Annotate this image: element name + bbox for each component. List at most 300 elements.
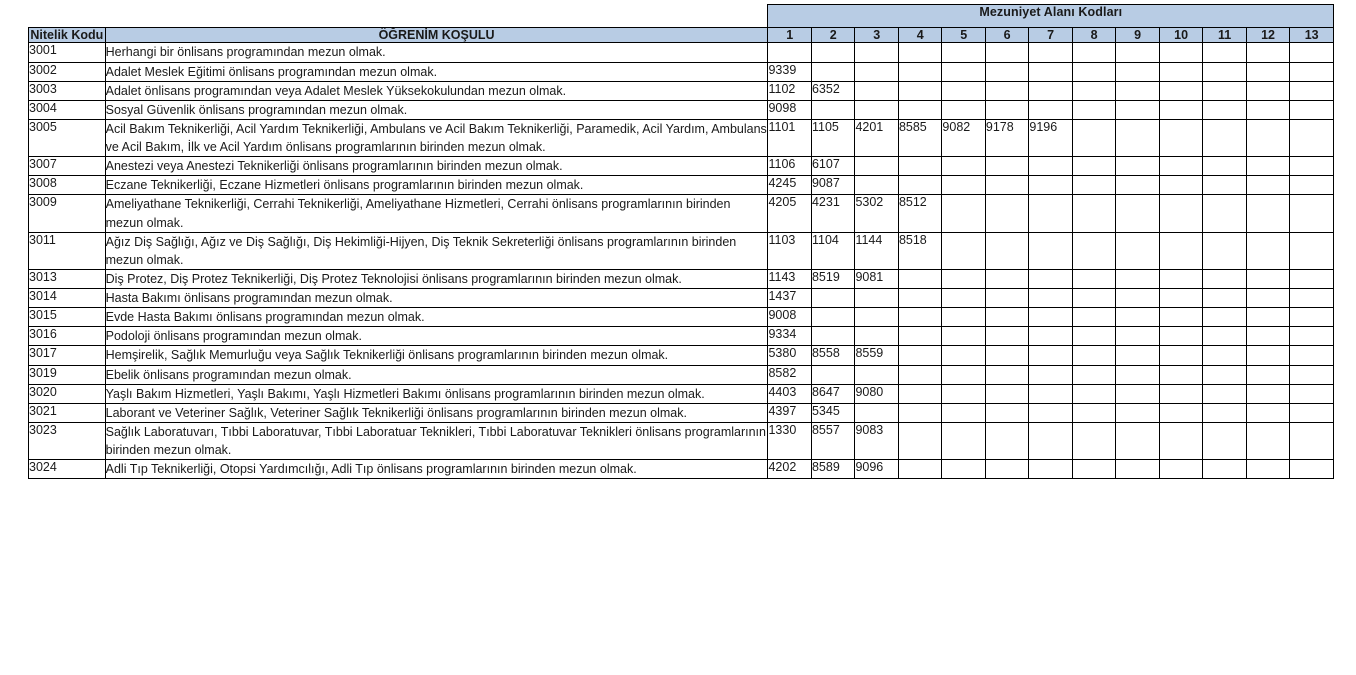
area-code-cell (1290, 365, 1334, 384)
area-code-cell (1159, 195, 1202, 232)
area-code-cell (1116, 346, 1159, 365)
area-code-cell (898, 346, 941, 365)
area-code-cell (985, 308, 1028, 327)
area-code-cell (855, 62, 898, 81)
area-code-cell (1029, 195, 1072, 232)
education-condition-cell: Podoloji önlisans programından mezun olmak. (105, 327, 768, 346)
area-code-cell (1290, 119, 1334, 156)
area-code-cell (942, 403, 985, 422)
area-code-cell (1203, 232, 1246, 269)
area-code-cell (1290, 346, 1334, 365)
area-code-cell: 1102 (768, 81, 811, 100)
education-condition-cell: Adli Tıp Teknikerliği, Otopsi Yardımcılığı, Adli Tıp önlisans programlarının birinden mezun olmak. (105, 460, 768, 479)
table-row (29, 119, 1334, 156)
area-code-cell (1159, 403, 1202, 422)
header-area-col-9: 9 (1116, 28, 1159, 43)
table-row (29, 422, 1334, 459)
header-area-col-13: 13 (1290, 28, 1334, 43)
area-code-cell (1072, 346, 1115, 365)
area-code-cell (1203, 460, 1246, 479)
area-code-cell (1072, 403, 1115, 422)
area-code-cell (1246, 100, 1289, 119)
area-code-cell (898, 269, 941, 288)
area-code-cell (811, 100, 854, 119)
table-row (29, 100, 1334, 119)
education-condition-cell: Diş Protez, Diş Protez Teknikerliği, Diş Protez Teknolojisi önlisans programlarının birinden mezun olmak. (105, 269, 768, 288)
area-code-cell (1290, 232, 1334, 269)
area-code-cell (855, 308, 898, 327)
education-condition-cell: Sağlık Laboratuvarı, Tıbbi Laboratuvar, Tıbbi Laboratuar Teknikleri, Tıbbi Laboratuvar Teknikleri önlisans programlarının birinden mezun olmak. (105, 422, 768, 459)
area-code-cell (1029, 269, 1072, 288)
area-code-cell (985, 269, 1028, 288)
area-code-cell: 8518 (898, 232, 941, 269)
area-code-cell: 5345 (811, 403, 854, 422)
area-code-cell (1290, 195, 1334, 232)
area-code-cell (1290, 327, 1334, 346)
area-code-cell (1029, 100, 1072, 119)
area-code-cell (898, 157, 941, 176)
area-code-cell (1116, 289, 1159, 308)
area-code-cell (1116, 422, 1159, 459)
area-code-cell (1029, 460, 1072, 479)
area-code-cell (1203, 119, 1246, 156)
area-code-cell (855, 81, 898, 100)
area-code-cell (1246, 289, 1289, 308)
area-code-cell (1246, 43, 1289, 62)
area-code-cell (1072, 195, 1115, 232)
area-code-cell (1029, 384, 1072, 403)
area-code-cell (1246, 403, 1289, 422)
area-code-cell (1072, 119, 1115, 156)
area-code-cell (1203, 43, 1246, 62)
area-code-cell: 9098 (768, 100, 811, 119)
education-condition-cell: Herhangi bir önlisans programından mezun olmak. (105, 43, 768, 62)
area-code-cell (1203, 422, 1246, 459)
area-code-cell (898, 100, 941, 119)
area-code-cell (1246, 269, 1289, 288)
area-code-cell (942, 422, 985, 459)
area-code-cell (1116, 195, 1159, 232)
area-code-cell: 9334 (768, 327, 811, 346)
area-code-cell (1072, 43, 1115, 62)
area-code-cell (1159, 384, 1202, 403)
area-code-cell (855, 365, 898, 384)
qualification-code-cell: 3007 (29, 157, 106, 176)
area-code-cell: 9339 (768, 62, 811, 81)
area-code-cell (1246, 308, 1289, 327)
table-row (29, 365, 1334, 384)
area-code-cell (1246, 62, 1289, 81)
header-qualification-code: Nitelik Kodu (30, 28, 104, 42)
education-condition-cell: Hemşirelik, Sağlık Memurluğu veya Sağlık Teknikerliği önlisans programlarının birinden mezun olmak. (105, 346, 768, 365)
area-code-cell (1029, 327, 1072, 346)
table-header-group-row (29, 5, 1334, 28)
area-code-cell (1159, 176, 1202, 195)
education-condition-cell: Acil Bakım Teknikerliği, Acil Yardım Teknikerliği, Ambulans ve Acil Bakım Teknikerliği, Paramedik, Acil Yardım, Ambulans ve Acil Bakım, İlk ve Acil Yardım önlisans programlarının birinden mezun olmak. (105, 119, 768, 156)
area-code-cell: 8647 (811, 384, 854, 403)
area-code-cell (985, 81, 1028, 100)
area-code-cell (898, 308, 941, 327)
area-code-cell (1116, 308, 1159, 327)
area-code-cell (1159, 346, 1202, 365)
area-code-cell (1116, 403, 1159, 422)
area-code-cell (942, 62, 985, 81)
area-code-cell (811, 308, 854, 327)
area-code-cell: 5380 (768, 346, 811, 365)
area-code-cell (1029, 403, 1072, 422)
table-row (29, 346, 1334, 365)
area-code-cell (1159, 119, 1202, 156)
area-code-cell (1159, 81, 1202, 100)
area-code-cell: 8582 (768, 365, 811, 384)
header-corner-blank-2 (105, 5, 768, 28)
table-row (29, 81, 1334, 100)
table-row (29, 195, 1334, 232)
qualification-code-cell: 3023 (29, 422, 106, 459)
area-code-cell (985, 346, 1028, 365)
area-code-cell (942, 232, 985, 269)
area-code-cell (1246, 365, 1289, 384)
header-area-col-6: 6 (985, 28, 1028, 43)
area-code-cell (898, 365, 941, 384)
education-condition-cell: Ebelik önlisans programından mezun olmak. (105, 365, 768, 384)
area-code-cell (942, 384, 985, 403)
header-graduation-area-codes: Mezuniyet Alanı Kodları (768, 5, 1334, 28)
area-code-cell (1203, 176, 1246, 195)
area-code-cell (1072, 269, 1115, 288)
area-code-cell (1246, 422, 1289, 459)
area-code-cell (1290, 403, 1334, 422)
area-code-cell (1116, 384, 1159, 403)
area-code-cell (1290, 62, 1334, 81)
qualification-code-cell: 3005 (29, 119, 106, 156)
education-condition-cell: Sosyal Güvenlik önlisans programından mezun olmak. (105, 100, 768, 119)
area-code-cell (1290, 289, 1334, 308)
area-code-cell (1203, 289, 1246, 308)
area-code-cell (1159, 43, 1202, 62)
education-condition-cell: Adalet önlisans programından veya Adalet Meslek Yüksekokulundan mezun olmak. (105, 81, 768, 100)
area-code-cell: 8557 (811, 422, 854, 459)
area-code-cell (1159, 269, 1202, 288)
header-corner-blank (29, 5, 106, 28)
area-code-cell: 4403 (768, 384, 811, 403)
area-code-cell (942, 100, 985, 119)
area-code-cell (855, 100, 898, 119)
area-code-cell: 9081 (855, 269, 898, 288)
area-code-cell (1159, 308, 1202, 327)
area-code-cell (942, 460, 985, 479)
qualification-code-cell: 3016 (29, 327, 106, 346)
area-code-cell (1072, 176, 1115, 195)
area-code-cell (855, 403, 898, 422)
area-code-cell (1029, 289, 1072, 308)
qualification-code-cell: 3024 (29, 460, 106, 479)
area-code-cell: 5302 (855, 195, 898, 232)
qualification-codes-table (28, 4, 1334, 479)
area-code-cell (1203, 157, 1246, 176)
area-code-cell (1159, 365, 1202, 384)
area-code-cell (1072, 384, 1115, 403)
area-code-cell (898, 289, 941, 308)
area-code-cell (1246, 384, 1289, 403)
area-code-cell: 9196 (1029, 119, 1072, 156)
area-code-cell (1203, 403, 1246, 422)
area-code-cell (942, 327, 985, 346)
area-code-cell (811, 62, 854, 81)
area-code-cell (942, 176, 985, 195)
area-code-cell (1203, 346, 1246, 365)
area-code-cell: 9082 (942, 119, 985, 156)
education-condition-cell: Adalet Meslek Eğitimi önlisans programından mezun olmak. (105, 62, 768, 81)
area-code-cell: 1143 (768, 269, 811, 288)
qualification-code-cell: 3021 (29, 403, 106, 422)
area-code-cell (1246, 346, 1289, 365)
area-code-cell (985, 195, 1028, 232)
area-code-cell (1159, 289, 1202, 308)
area-code-cell (1203, 100, 1246, 119)
area-code-cell: 1437 (768, 289, 811, 308)
area-code-cell (1290, 100, 1334, 119)
area-code-cell: 4245 (768, 176, 811, 195)
area-code-cell (768, 43, 811, 62)
table-header (29, 5, 1334, 43)
area-code-cell (985, 403, 1028, 422)
table-row (29, 157, 1334, 176)
area-code-cell (1290, 308, 1334, 327)
table-row (29, 269, 1334, 288)
area-code-cell (1246, 460, 1289, 479)
area-code-cell (1072, 460, 1115, 479)
area-code-cell (1246, 81, 1289, 100)
area-code-cell (1072, 81, 1115, 100)
header-area-col-7: 7 (1029, 28, 1072, 43)
area-code-cell (1290, 460, 1334, 479)
table-row (29, 403, 1334, 422)
area-code-cell: 8589 (811, 460, 854, 479)
area-code-cell (985, 100, 1028, 119)
area-code-cell (1116, 327, 1159, 346)
area-code-cell (1116, 365, 1159, 384)
area-code-cell (1029, 365, 1072, 384)
area-code-cell: 4201 (855, 119, 898, 156)
area-code-cell (985, 62, 1028, 81)
area-code-cell (1159, 157, 1202, 176)
area-code-cell (985, 43, 1028, 62)
education-condition-cell: Ameliyathane Teknikerliği, Cerrahi Teknikerliği, Ameliyathane Hizmetleri, Cerrahi önlisans programlarının birinden mezun olmak. (105, 195, 768, 232)
area-code-cell: 9080 (855, 384, 898, 403)
education-condition-cell: Eczane Teknikerliği, Eczane Hizmetleri önlisans programlarının birinden mezun olmak. (105, 176, 768, 195)
area-code-cell (1072, 232, 1115, 269)
area-code-cell (1029, 62, 1072, 81)
area-code-cell (1203, 308, 1246, 327)
area-code-cell (985, 384, 1028, 403)
area-code-cell (1159, 327, 1202, 346)
area-code-cell (898, 384, 941, 403)
area-code-cell (1116, 119, 1159, 156)
area-code-cell: 8519 (811, 269, 854, 288)
area-code-cell (1246, 176, 1289, 195)
education-condition-cell: Evde Hasta Bakımı önlisans programından mezun olmak. (105, 308, 768, 327)
area-code-cell: 9096 (855, 460, 898, 479)
area-code-cell: 1105 (811, 119, 854, 156)
area-code-cell (985, 365, 1028, 384)
area-code-cell: 9008 (768, 308, 811, 327)
area-code-cell (1203, 327, 1246, 346)
area-code-cell: 1144 (855, 232, 898, 269)
area-code-cell (1290, 176, 1334, 195)
area-code-cell (942, 308, 985, 327)
area-code-cell (985, 460, 1028, 479)
area-code-cell: 1106 (768, 157, 811, 176)
qualification-code-cell: 3003 (29, 81, 106, 100)
area-code-cell: 1101 (768, 119, 811, 156)
qualification-code-cell: 3002 (29, 62, 106, 81)
education-condition-cell: Ağız Diş Sağlığı, Ağız ve Diş Sağlığı, Diş Hekimliği-Hijyen, Diş Teknik Sekreterliği önlisans programlarının birinden mezun olmak. (105, 232, 768, 269)
area-code-cell (942, 269, 985, 288)
area-code-cell (1029, 81, 1072, 100)
qualification-code-cell: 3019 (29, 365, 106, 384)
area-code-cell (985, 327, 1028, 346)
area-code-cell (1290, 157, 1334, 176)
qualification-code-cell: 3014 (29, 289, 106, 308)
area-code-cell (1029, 346, 1072, 365)
education-condition-cell: Hasta Bakımı önlisans programından mezun olmak. (105, 289, 768, 308)
area-code-cell (942, 81, 985, 100)
area-code-cell (1290, 81, 1334, 100)
area-code-cell (898, 460, 941, 479)
area-code-cell (1290, 269, 1334, 288)
qualification-code-cell: 3020 (29, 384, 106, 403)
area-code-cell (811, 289, 854, 308)
area-code-cell (985, 422, 1028, 459)
area-code-cell (811, 365, 854, 384)
area-code-cell (855, 327, 898, 346)
area-code-cell (1029, 176, 1072, 195)
header-area-col-8: 8 (1072, 28, 1115, 43)
area-code-cell (942, 195, 985, 232)
area-code-cell: 8512 (898, 195, 941, 232)
area-code-cell (1290, 384, 1334, 403)
area-code-cell (1072, 365, 1115, 384)
area-code-cell (1072, 308, 1115, 327)
area-code-cell: 9178 (985, 119, 1028, 156)
area-code-cell (985, 289, 1028, 308)
qualification-code-cell: 3013 (29, 269, 106, 288)
area-code-cell (942, 157, 985, 176)
area-code-cell (1029, 232, 1072, 269)
qualification-code-cell: 3009 (29, 195, 106, 232)
table-row (29, 460, 1334, 479)
qualification-code-cell: 3011 (29, 232, 106, 269)
area-code-cell (1072, 422, 1115, 459)
table-row (29, 308, 1334, 327)
area-code-cell (1159, 232, 1202, 269)
area-code-cell (985, 157, 1028, 176)
area-code-cell (1072, 100, 1115, 119)
qualification-code-cell: 3017 (29, 346, 106, 365)
area-code-cell (1203, 62, 1246, 81)
area-code-cell (942, 289, 985, 308)
area-code-cell (1159, 422, 1202, 459)
area-code-cell (1246, 232, 1289, 269)
header-area-col-12: 12 (1246, 28, 1289, 43)
area-code-cell (898, 327, 941, 346)
area-code-cell (1116, 460, 1159, 479)
area-code-cell: 6352 (811, 81, 854, 100)
header-area-col-5: 5 (942, 28, 985, 43)
area-code-cell: 4231 (811, 195, 854, 232)
area-code-cell: 8559 (855, 346, 898, 365)
area-code-cell (1116, 232, 1159, 269)
area-code-cell (1029, 157, 1072, 176)
table-row (29, 232, 1334, 269)
header-area-col-4: 4 (898, 28, 941, 43)
area-code-cell (1203, 195, 1246, 232)
header-education-condition: ÖĞRENİM KOŞULU (105, 28, 768, 43)
area-code-cell (1203, 269, 1246, 288)
area-code-cell (1116, 176, 1159, 195)
table-row (29, 289, 1334, 308)
education-condition-cell: Laborant ve Veteriner Sağlık, Veteriner Sağlık Teknikerliği önlisans programlarının birinden mezun olmak. (105, 403, 768, 422)
area-code-cell: 8558 (811, 346, 854, 365)
header-area-col-3: 3 (855, 28, 898, 43)
area-code-cell: 4397 (768, 403, 811, 422)
qualification-code-cell: 3008 (29, 176, 106, 195)
area-code-cell (1116, 43, 1159, 62)
area-code-cell (1072, 157, 1115, 176)
area-code-cell (1159, 62, 1202, 81)
area-code-cell (1116, 157, 1159, 176)
area-code-cell (1029, 43, 1072, 62)
area-code-cell (898, 62, 941, 81)
education-condition-cell: Anestezi veya Anestezi Teknikerliği önlisans programlarının birinden mezun olmak. (105, 157, 768, 176)
area-code-cell (1072, 289, 1115, 308)
area-code-cell: 9083 (855, 422, 898, 459)
education-condition-cell: Yaşlı Bakım Hizmetleri, Yaşlı Bakımı, Yaşlı Hizmetleri Bakımı önlisans programlarının birinden mezun olmak. (105, 384, 768, 403)
area-code-cell (898, 176, 941, 195)
area-code-cell (1116, 269, 1159, 288)
area-code-cell (1246, 157, 1289, 176)
area-code-cell (898, 422, 941, 459)
area-code-cell (1203, 384, 1246, 403)
qualification-code-cell: 3001 (29, 43, 106, 62)
qualification-code-cell: 3004 (29, 100, 106, 119)
area-code-cell (855, 157, 898, 176)
area-code-cell: 9087 (811, 176, 854, 195)
table-row (29, 43, 1334, 62)
area-code-cell: 4205 (768, 195, 811, 232)
area-code-cell (985, 176, 1028, 195)
table-header-row (29, 28, 1334, 43)
area-code-cell: 4202 (768, 460, 811, 479)
area-code-cell (1203, 81, 1246, 100)
area-code-cell (942, 43, 985, 62)
area-code-cell: 1103 (768, 232, 811, 269)
table-row (29, 384, 1334, 403)
area-code-cell (898, 81, 941, 100)
header-area-col-2: 2 (811, 28, 854, 43)
area-code-cell: 1104 (811, 232, 854, 269)
area-code-cell (811, 327, 854, 346)
area-code-cell (855, 289, 898, 308)
area-code-cell (1290, 422, 1334, 459)
area-code-cell (985, 232, 1028, 269)
area-code-cell (855, 176, 898, 195)
table-body (29, 43, 1334, 479)
area-code-cell (1072, 62, 1115, 81)
area-code-cell (1029, 308, 1072, 327)
table-row (29, 327, 1334, 346)
